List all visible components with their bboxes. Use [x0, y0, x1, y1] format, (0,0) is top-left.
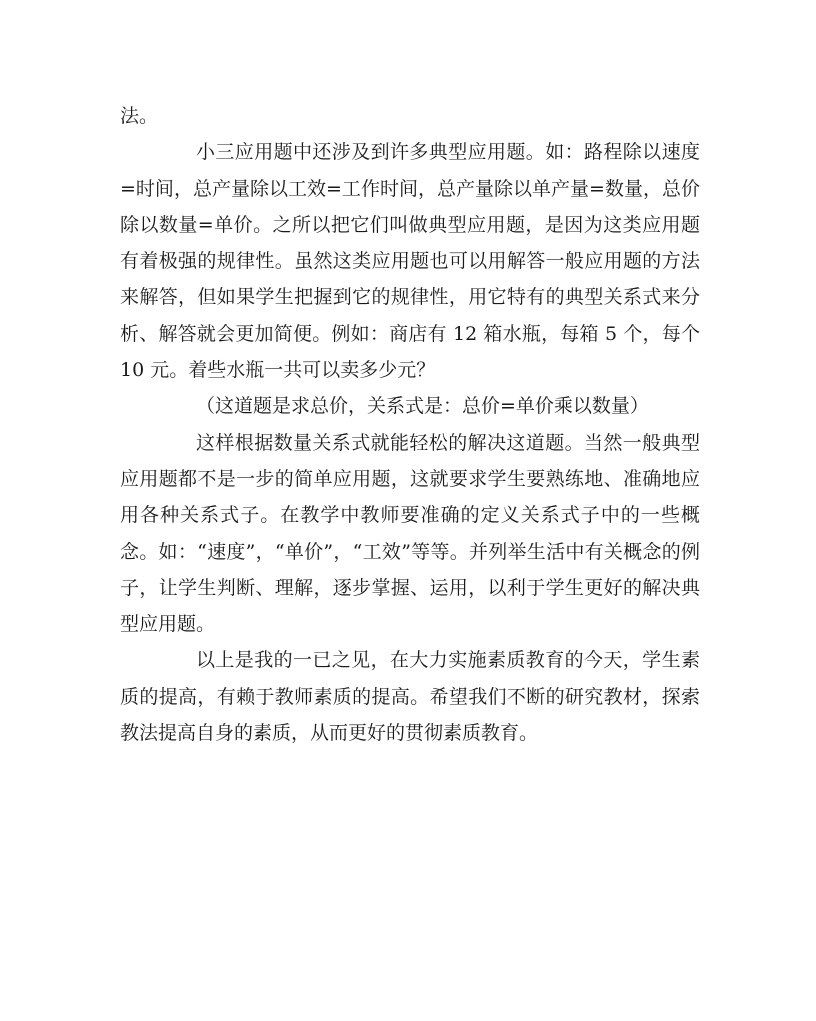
paragraph-relationship: 这样根据数量关系式就能轻松的解决这道题。当然一般典型应用题都不是一步的简单应用题，这就要求学生要熟练地、准确地应用各种关系式子。在教学中教师要准确的定义关系式子中的一些概念。如：“速度”，“单价”，“工效”等等。并列举生活中有关概念的例子，让学生判断、理解，逐步掌握、运用，以利于学生更好的解决典型应用题。	[120, 431, 700, 636]
document-body	[120, 98, 700, 751]
paragraph-note: （这道题是求总价，关系式是：总价=单价乘以数量）	[196, 395, 649, 418]
paragraph-continuation: 法。	[120, 105, 159, 127]
paragraph-typical-problems: 小三应用题中还涉及到许多典型应用题。如：路程除以速度=时间，总产量除以工效=工作时间，总产量除以单产量=数量，总价除以数量=单价。之所以把它们叫做典型应用题，是因为这类应用题有着极强的规律性。虽然这类应用题也可以用解答一般应用题的方法来解答，但如果学生把握到它的规律性，用它特有的典型关系式来分析、解答就会更加简便。例如：商店有 12 箱水瓶，每箱 5 个，每个 10 元。着些水瓶一共可以卖多少元？	[120, 141, 700, 382]
paragraph-conclusion: 以上是我的一已之见，在大力实施素质教育的今天，学生素质的提高，有赖于教师素质的提高。希望我们不断的研究教材，探索教法提高自身的素质，从而更好的贯彻素质教育。	[120, 649, 700, 745]
